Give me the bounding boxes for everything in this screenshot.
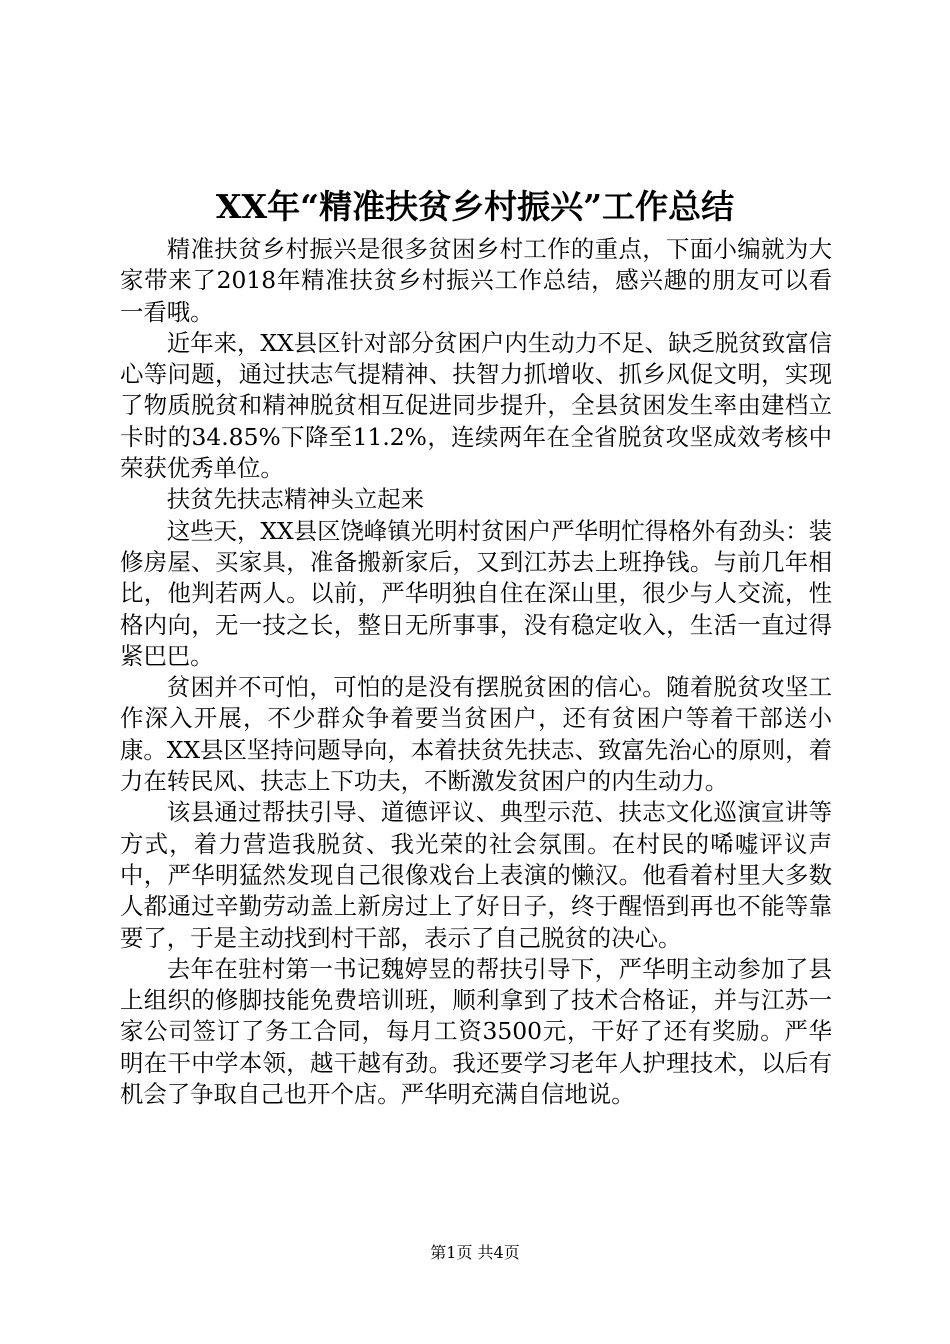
paragraph-training: 去年在驻村第一书记魏婷昱的帮扶引导下，严华明主动参加了县上组织的修脚技能免费培训班，顺利拿到了技术合格证，并与江苏一家公司签订了务工合同，每月工资3500元，干好了还有奖励。严华明在干中学本领，越干越有劲。我还要学习老年人护理技术，以后有机会了争取自己也开个店。严华明充满自信地说。 [120,954,832,1109]
document-body [120,234,832,1110]
paragraph-overview: 近年来，XX县区针对部分贫困户内生动力不足、缺乏脱贫致富信心等问题，通过扶志气提精神、扶智力抓增收、抓乡风促文明，实现了物质脱贫和精神脱贫相互促进同步提升，全县贫困发生率由建档立卡时的34.85%下降至11.2%，连续两年在全省脱贫攻坚成效考核中荣获优秀单位。 [120,328,832,483]
paragraph-story: 这些天，XX县区饶峰镇光明村贫困户严华明忙得格外有劲头：装修房屋、买家具，准备搬新家后，又到江苏去上班挣钱。与前几年相比，他判若两人。以前，严华明独自住在深山里，很少与人交流，性格内向，无一技之长，整日无所事事，没有稳定收入，生活一直过得紧巴巴。 [120,516,832,670]
paragraph-intro: 精准扶贫乡村振兴是很多贫困乡村工作的重点，下面小编就为大家带来了2018年精准扶贫乡村振兴工作总结，感兴趣的朋友可以看一看哦。 [120,235,832,326]
document-title: XX年“精准扶贫乡村振兴”工作总结 [215,187,735,226]
paragraph-methods: 该县通过帮扶引导、道德评议、典型示范、扶志文化巡演宣讲等方式，着力营造我脱贫、我光荣的社会氛围。在村民的唏嘘评议声中，严华明猛然发现自己很像戏台上表演的懒汉。他看着村里大多数人都通过辛勤劳动盖上新房过上了好日子，终于醒悟到再也不能等靠要了，于是主动找到村干部，表示了自己脱贫的决心。 [120,798,832,952]
section-heading: 扶贫先扶志精神头立起来 [166,485,425,514]
page-footer: 第1页 共4页 [430,1243,520,1262]
paragraph-confidence: 贫困并不可怕，可怕的是没有摆脱贫困的信心。随着脱贫攻坚工作深入开展，不少群众争着要当贫困户，还有贫困户等着干部送小康。XX县区坚持问题导向，本着扶贫先扶志、致富先治心的原则，着力在转民风、扶志上下功夫，不断激发贫困户的内生动力。 [120,673,832,796]
